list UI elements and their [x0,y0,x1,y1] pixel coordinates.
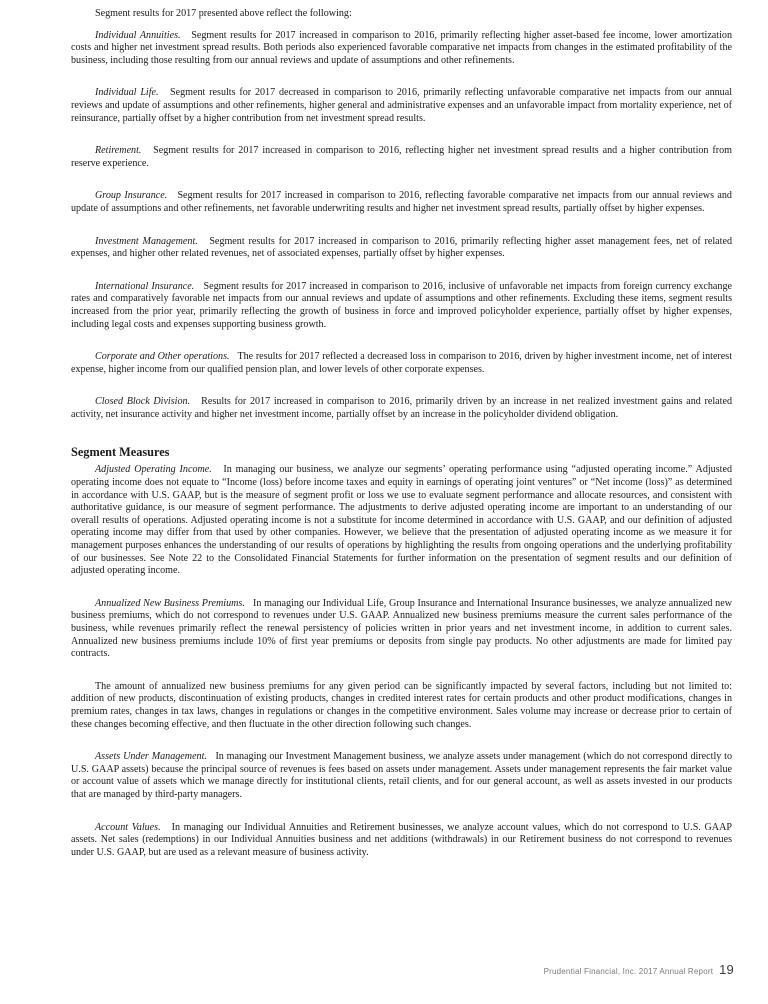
segment-text: Segment results for 2017 increased in comparison to 2016, inclusive of unfavorable net impacts from foreign currency exchange rates and comparatively favorable net impacts from our annual reviews and update of assumptions and other refinements. Excluding these items, segment results increased from the prior year, primarily reflecting the growth of business in force and improved policyholder experience, partially offset by higher expenses, including legal costs and expenses supporting business growth. [71,280,732,330]
segment-title: Corporate and Other operations. [95,351,230,363]
measure-annualized-new-business-premiums [71,598,732,661]
document-body [71,0,732,859]
measure-text: The amount of annualized new business premiums for any given period can be significantly impacted by several factors, including but not limited to: addition of new products, discontinuation of existing products, changes in credited interest rates for certain products and other product modifications, changes in premium rates, changes in tax laws, changes in regulations or changes in the competitive environment. Sales volume may increase or decrease prior to certain of these changes becoming effective, and then fluctuate in the other direction following such changes. [71,680,732,730]
segment-text: Segment results for 2017 increased in comparison to 2016, primarily reflecting higher asset management fees, net of related expenses, and higher other related revenues, net of associated expenses, partially offset by higher expenses. [71,235,732,260]
segment-text: Results for 2017 increased in comparison to 2016, primarily driven by an increase in net realized investment gains and related activity, net insurance activity and higher net investment income, partially offset by an increase in the policyholder dividend obligation. [71,396,732,420]
footer-report-title: Prudential Financial, Inc. 2017 Annual Report [543,967,714,976]
segment-text: Segment results for 2017 increased in comparison to 2016, reflecting higher net investment spread results and a higher contribution from reserve experience. [71,145,732,169]
measure-title: Annualized New Business Premiums. [95,597,245,609]
segment-closed-block [71,396,732,421]
measure-text: In managing our Individual Annuities and Retirement businesses, we analyze account values, which do not correspond to U.S. GAAP assets. Net sales (redemptions) in our Individual Annuities business and net additions (withdrawals) in our Retirement business do not correspond to revenues under U.S. GAAP, but are used as a relevant measure of business activity. [71,821,732,858]
measure-title: Adjusted Operating Income. [95,464,212,476]
segment-text: Segment results for 2017 increased in comparison to 2016, primarily reflecting higher asset-based fee income, lower amortization costs and higher net investment spread results. Both periods also experienced favorable comparative net impacts from changes in the estimated profitability of the business, including those resulting from our annual reviews and update of assumptions and other refinements. [71,29,732,66]
measure-account-values [71,822,732,860]
measure-text: In managing our Individual Life, Group Insurance and International Insurance businesses, we analyze annualized new business premiums, which do not correspond to revenues under U.S. GAAP. Annualized new business premiums measure the current sales performance of the business, while revenues primarily reflect the renewal persistency of policies written in prior years and net investment income, in addition to current sales. Annualized new business premiums include 10% of first year premiums or deposits from single pay products. No other adjustments are made for limited pay contracts. [71,597,732,660]
segment-title: Retirement. [95,145,142,157]
segment-corporate-other [71,351,732,376]
segment-title: Individual Life. [95,87,159,99]
segment-international-insurance [71,281,732,331]
measure-anbp-factors [71,681,732,731]
measure-assets-under-management [71,751,732,801]
page-number: 19 [719,962,734,977]
segment-individual-life [71,87,732,125]
measure-text: In managing our business, we analyze our segments’ operating performance using “adjusted operating income.” Adjusted operating income does not equate to “Income (loss) before income taxes and equity in earnings of operating joint ventures” or “Net income (loss)” as determined in accordance with U.S. GAAP, but is the measure of segment profit or loss we use to evaluate segment performance and allocate resources, and consistent with authoritative guidance, is our measure of segment performance. The adjustments to derive adjusted operating income are important to an understanding of our overall results of operations. Adjusted operating income is not a substitute for income determined in accordance with U.S. GAAP, and our definition of adjusted operating income may differ from that used by other companies. However, we believe that the presentation of adjusted operating income as we measure it for management purposes enhances the understanding of our results of operations by highlighting the results from ongoing operations and the underlying profitability of our businesses. See Note 22 to the Consolidated Financial Statements for further information on the presentation of segment results and our definition of adjusted operating income. [71,464,732,577]
measure-title: Assets Under Management. [95,751,207,763]
segment-title: Group Insurance. [95,190,168,202]
segment-individual-annuities [71,30,732,68]
measure-adjusted-operating-income [71,464,732,577]
segment-text: The results for 2017 reflected a decreased loss in comparison to 2016, driven by higher investment income, net of interest expense, higher income from our qualified pension plan, and lower levels of other corporate expenses. [71,351,732,375]
segment-title: Closed Block Division. [95,396,191,408]
measure-text: In managing our Investment Management business, we analyze assets under management (which do not correspond directly to U.S. GAAP assets) because the principal source of revenues is fees based on assets under management. Assets under management represents the fair market value or account value of assets which we manage directly for institutional clients, retail clients, and for our general account, as well as assets invested in our products that are managed by third-party managers. [71,751,732,800]
segment-text: Segment results for 2017 increased in comparison to 2016, reflecting favorable comparative net impacts from our annual reviews and update of assumptions and other refinements, net favorable underwriting results and higher net investment spread results, partially offset by higher expenses. [71,190,732,214]
segment-text: Segment results for 2017 decreased in comparison to 2016, primarily reflecting unfavorable comparative net impacts from our annual reviews and update of assumptions and other refinements, higher general and administrative expenses and an unfavorable impact from mortality experience, net of reinsurance, partially offset by a higher contribution from net investment spread results. [71,87,732,124]
intro-text: Segment results for 2017 presented above reflect the following: [95,8,352,19]
segment-title: Investment Management. [95,235,198,247]
measure-title: Account Values. [95,821,161,833]
segment-title: International Insurance. [95,280,195,292]
page-footer [544,962,734,977]
segment-title: Individual Annuities. [95,29,181,41]
section-heading: Segment Measures [71,445,170,460]
segment-retirement [71,145,732,170]
segment-group-insurance [71,190,732,215]
segment-investment-management [71,236,732,261]
